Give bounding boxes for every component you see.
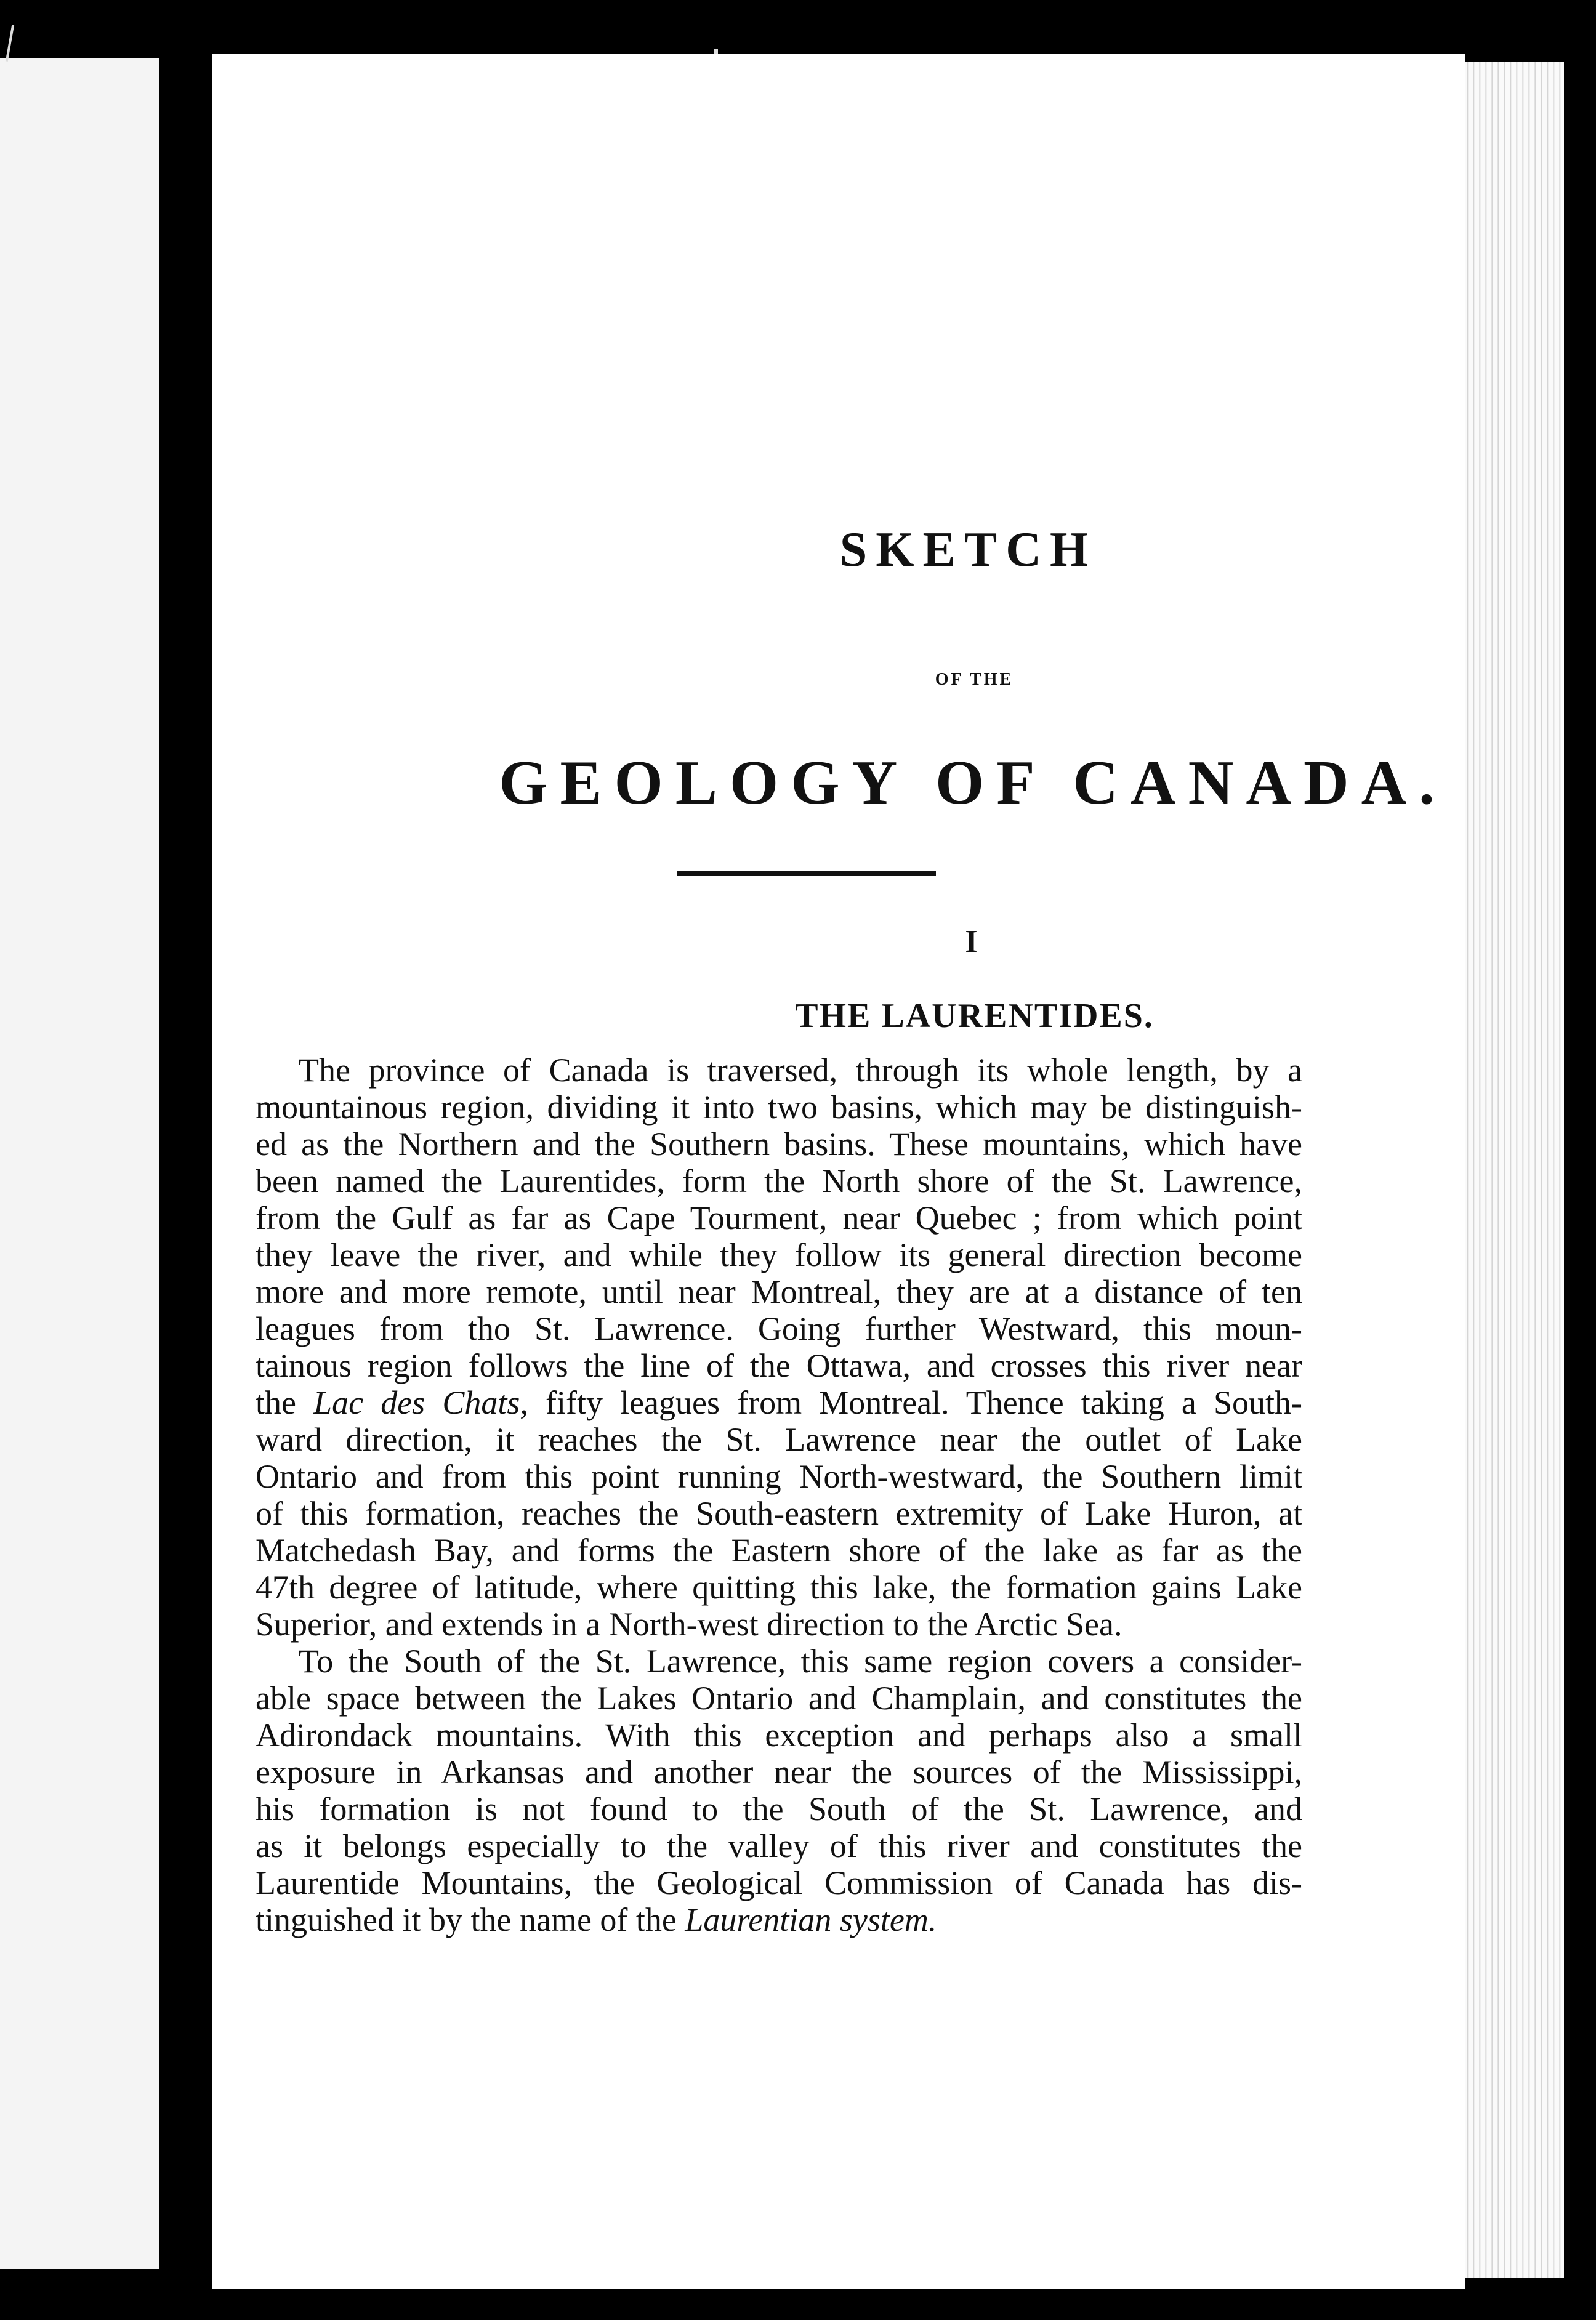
page-edges (1450, 62, 1564, 2278)
text-line: exposure in Arkansas and another near the sources of the Mississippi, (256, 1754, 1302, 1790)
text-line: of this formation, reaches the South-eastern extremity of Lake Huron, at (256, 1495, 1302, 1532)
title-of-the: OF THE (935, 670, 1014, 689)
scan-mark (6, 25, 14, 62)
title-rule (677, 871, 936, 876)
text-line: Ontario and from this point running North-westward, the Southern limit (256, 1458, 1302, 1495)
text-line: from the Gulf as far as Cape Tourment, near Quebec ; from which point (256, 1199, 1302, 1236)
text-line: Adirondack mountains. With this exception and perhaps also a small (256, 1717, 1302, 1754)
text-line: leagues from tho St. Lawrence. Going further Westward, this moun- (256, 1310, 1302, 1347)
left-page-margin (0, 58, 159, 2269)
text-line: ward direction, it reaches the St. Lawrence near the outlet of Lake (256, 1421, 1302, 1458)
text-line: his formation is not found to the South of the St. Lawrence, and (256, 1790, 1302, 1827)
text-line: The province of Canada is traversed, through its whole length, by a (299, 1052, 1302, 1089)
text-line: tinguished it by the name of the Laurentian system. (256, 1901, 937, 1938)
title-sketch: SKETCH (839, 523, 1097, 577)
text-line: Superior, and extends in a North-west direction to the Arctic Sea. (256, 1606, 1122, 1643)
text-line: mountainous region, dividing it into two basins, which may be distinguish- (256, 1089, 1302, 1126)
body-text (256, 1052, 1302, 1938)
book-page (212, 54, 1465, 2289)
text-line: To the South of the St. Lawrence, this same region covers a consider- (299, 1643, 1302, 1680)
text-line: as it belongs especially to the valley of this river and constitutes the (256, 1827, 1302, 1864)
title-geology-of-canada: GEOLOGY OF CANADA. (499, 748, 1447, 818)
text-line: 47th degree of latitude, where quitting this lake, the formation gains Lake (256, 1569, 1302, 1606)
text-line: ed as the Northern and the Southern basins. These mountains, which have (256, 1126, 1302, 1162)
text-line: more and more remote, until near Montreal, they are at a distance of ten (256, 1273, 1302, 1310)
text-line: Matchedash Bay, and forms the Eastern shore of the lake as far as the (256, 1532, 1302, 1569)
text-line: the Lac des Chats, fifty leagues from Montreal. Thence taking a South- (256, 1384, 1302, 1421)
section-heading: THE LAURENTIDES. (795, 997, 1154, 1035)
text-line: tainous region follows the line of the Ottawa, and crosses this river near (256, 1347, 1302, 1384)
text-line: they leave the river, and while they follow its general direction become (256, 1236, 1302, 1273)
text-line: able space between the Lakes Ontario and Champlain, and constitutes the (256, 1680, 1302, 1717)
text-line: Laurentide Mountains, the Geological Commission of Canada has dis- (256, 1864, 1302, 1901)
section-numeral: I (965, 924, 978, 959)
scan-dot (714, 49, 718, 54)
text-line: been named the Laurentides, form the North shore of the St. Lawrence, (256, 1162, 1302, 1199)
